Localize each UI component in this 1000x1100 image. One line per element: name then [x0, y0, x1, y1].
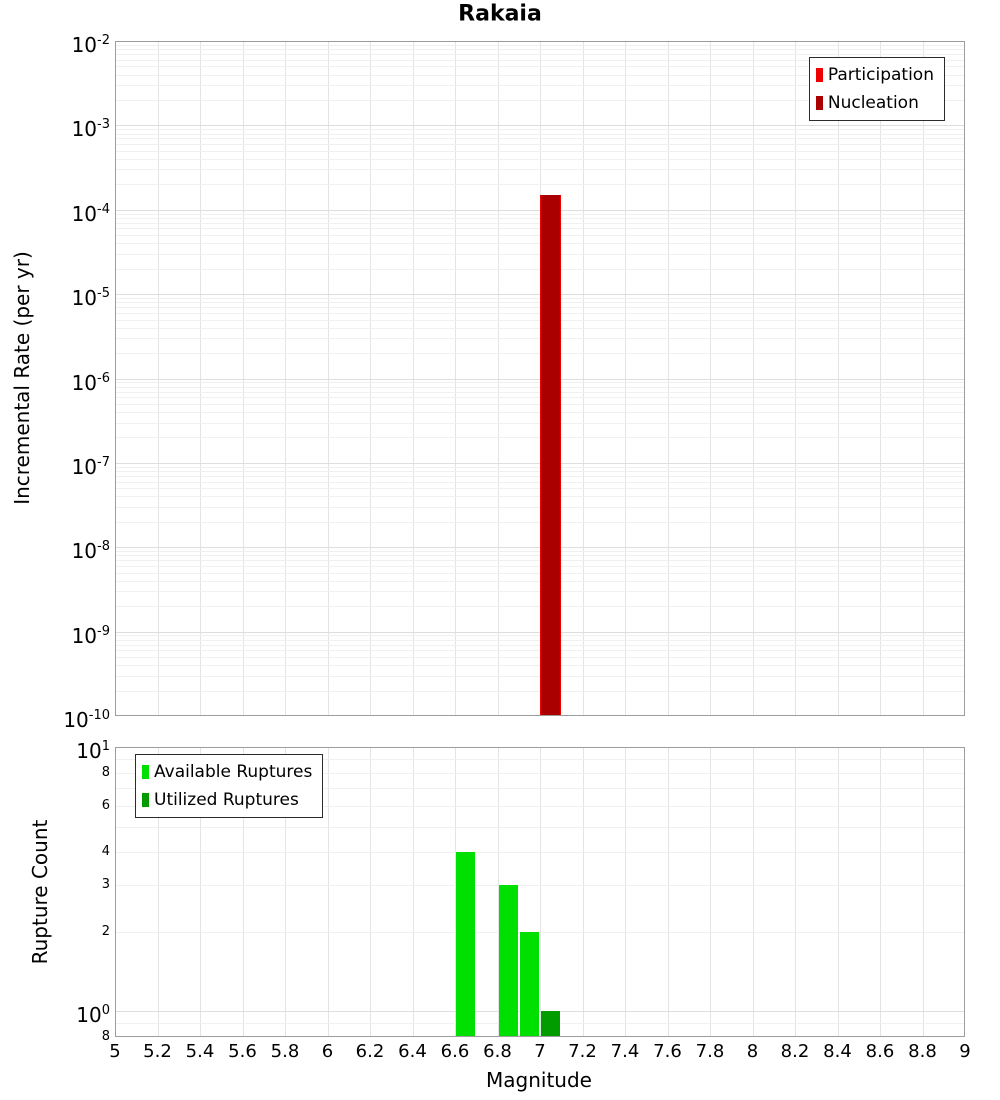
legend-swatch-participation [816, 68, 823, 82]
legend-swatch-available-ruptures [142, 765, 149, 779]
legend-incremental-rate [809, 57, 945, 121]
panel-rupture-count [115, 747, 965, 1037]
ytick-exponent: 1 [101, 739, 110, 754]
ytick-exponent: -8 [97, 539, 110, 555]
ytick-text: 10 [71, 117, 98, 142]
ytick-text: 10 [71, 201, 98, 226]
legend-swatch-nucleation [816, 96, 823, 110]
ytick-exponent: -5 [97, 286, 110, 302]
xtick-text: 7.6 [653, 1041, 682, 1062]
ytick-exponent: -4 [97, 201, 110, 217]
xtick-text: 6 [321, 1041, 334, 1062]
xtick-text: 8.4 [823, 1041, 852, 1062]
legend-swatch-utilized-ruptures [142, 793, 149, 807]
ytick-label [0, 282, 110, 310]
xtick-text: 8.6 [865, 1041, 895, 1062]
legend-label-available-ruptures: Available Ruptures [154, 762, 313, 782]
ytick-text: 10 [71, 539, 98, 564]
grid-vertical-line [370, 747, 371, 1037]
xtick-text: 6.6 [440, 1041, 470, 1062]
ytick-exponent: -9 [97, 623, 110, 639]
xtick-text: 6.4 [398, 1041, 427, 1062]
ytick-text: 10 [71, 623, 98, 648]
grid-minor-line [115, 49, 965, 50]
ytick-label [0, 620, 110, 648]
ytick-label [0, 798, 110, 814]
grid-major-line [115, 125, 965, 126]
ytick-label [0, 877, 110, 893]
xlabel-magnitude: Magnitude [486, 1068, 592, 1092]
ytick-label [0, 113, 110, 141]
ytick-text: 8 [101, 1029, 110, 1044]
ytick-text: 3 [101, 877, 110, 893]
grid-minor-line [115, 885, 965, 886]
ytick-text: 10 [71, 454, 98, 479]
ytick-label [0, 735, 110, 763]
xtick-text: 5.8 [270, 1041, 300, 1062]
grid-vertical-line [753, 747, 754, 1037]
grid-vertical-line [625, 747, 626, 1037]
ylabel-incremental-rate: Incremental Rate (per yr) [10, 251, 34, 505]
grid-minor-line [115, 184, 965, 185]
ytick-label [0, 29, 110, 57]
ytick-text: 10 [71, 33, 98, 57]
ytick-label [0, 451, 110, 479]
ytick-exponent: -6 [97, 370, 110, 386]
grid-minor-line [115, 138, 965, 139]
ytick-label [0, 924, 110, 940]
legend-label-utilized-ruptures: Utilized Ruptures [154, 790, 299, 810]
ytick-text: 10 [71, 370, 98, 395]
legend-rupture-count [135, 754, 323, 818]
panel-incremental-rate [115, 41, 965, 716]
grid-minor-line [115, 45, 965, 46]
ytick-label [0, 535, 110, 563]
xtick-text: 9 [959, 1041, 971, 1062]
ytick-label [0, 704, 110, 732]
plot-title: Rakaia [458, 1, 542, 27]
bar-available-ruptures [499, 885, 518, 1037]
grid-minor-line [115, 827, 965, 828]
grid-vertical-line [540, 747, 541, 1037]
legend-item-utilized-ruptures [142, 786, 312, 814]
legend-label-nucleation: Nucleation [827, 93, 919, 113]
bar-nucleation [541, 195, 560, 716]
grid-minor-line [115, 169, 965, 170]
legend-label-participation: Participation [827, 65, 934, 85]
grid-minor-line [115, 129, 965, 130]
ytick-exponent: -10 [88, 708, 110, 723]
ytick-text: 10 [76, 1003, 102, 1028]
xtick-text: 7 [534, 1041, 546, 1062]
ytick-text: 4 [101, 844, 110, 860]
ytick-label [0, 198, 110, 226]
grid-vertical-line [880, 747, 881, 1037]
ytick-label [0, 844, 110, 860]
ytick-label [0, 367, 110, 395]
grid-vertical-line [710, 747, 711, 1037]
xtick-text: 5.4 [185, 1041, 215, 1062]
grid-vertical-line [795, 747, 796, 1037]
ytick-exponent: -3 [97, 117, 110, 133]
grid-minor-line [115, 144, 965, 145]
ytick-text: 8 [101, 764, 110, 780]
bar-available-ruptures [456, 852, 475, 1037]
xtick-text: 7.8 [695, 1041, 725, 1062]
xtick-text: 5.6 [228, 1041, 257, 1062]
grid-minor-line [115, 932, 965, 933]
bar-utilized-ruptures [541, 1011, 560, 1037]
xtick-text: 7.2 [568, 1041, 597, 1062]
ytick-label [0, 999, 110, 1027]
xtick-text: 5 [109, 1041, 121, 1062]
grid-vertical-line [923, 747, 924, 1037]
ylabel-rupture-count: Rupture Count [28, 819, 52, 965]
grid-major-line [115, 1011, 965, 1012]
grid-vertical-line [413, 747, 414, 1037]
ytick-label [0, 765, 110, 781]
legend-item-nucleation [816, 89, 934, 117]
grid-minor-line [115, 151, 965, 152]
grid-minor-line [115, 159, 965, 160]
grid-minor-line [115, 54, 965, 55]
xtick-text: 6.2 [355, 1041, 385, 1062]
xtick-text: 7.4 [610, 1041, 640, 1062]
legend-item-available-ruptures [142, 758, 312, 786]
ytick-text: 10 [63, 708, 89, 732]
grid-vertical-line [328, 747, 329, 1037]
xtick-text: 8 [746, 1041, 759, 1062]
grid-minor-line [115, 852, 965, 853]
xtick-text: 8.2 [780, 1041, 810, 1062]
ytick-exponent: -7 [97, 454, 110, 470]
ytick-exponent: 0 [101, 1003, 110, 1019]
legend-item-participation [816, 61, 934, 89]
grid-minor-line [115, 134, 965, 135]
grid-minor-line [115, 1023, 965, 1024]
ytick-text: 10 [76, 739, 102, 763]
xtick-text: 5.2 [143, 1041, 172, 1062]
xtick-label [930, 1043, 1000, 1061]
ytick-text: 10 [71, 286, 98, 311]
grid-vertical-line [668, 747, 669, 1037]
ytick-exponent: -2 [97, 33, 110, 48]
xtick-text: 6.8 [483, 1041, 512, 1062]
bar-available-ruptures [520, 932, 539, 1037]
ytick-text: 2 [101, 923, 110, 939]
grid-vertical-line [838, 747, 839, 1037]
grid-vertical-line [583, 747, 584, 1037]
xtick-text: 8.8 [908, 1041, 937, 1062]
ytick-text: 6 [101, 797, 110, 813]
